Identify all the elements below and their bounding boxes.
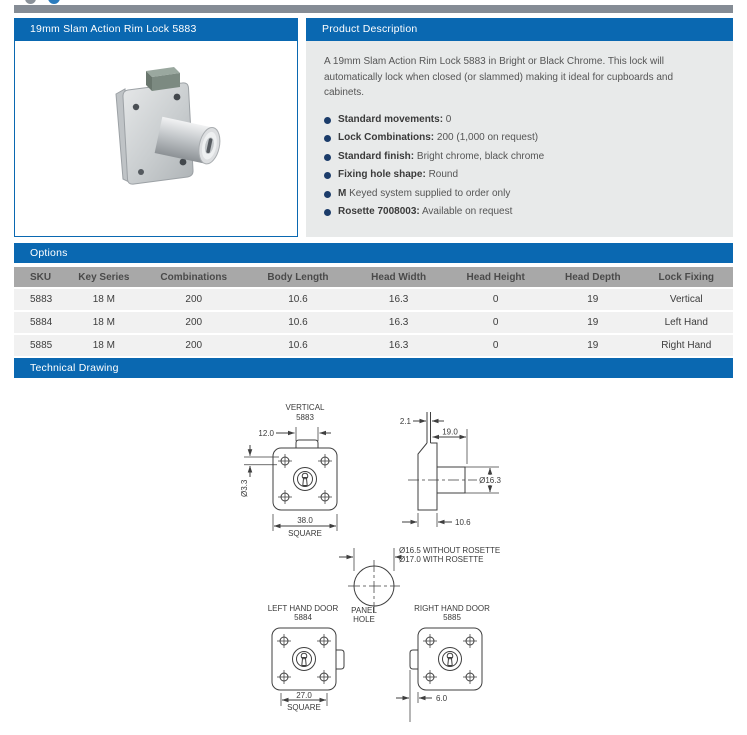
options-table (14, 265, 733, 358)
right-hand-door-view (396, 604, 490, 722)
top-divider-bar (14, 5, 733, 13)
spec-item: Lock Combinations: 200 (1,000 on request) (324, 129, 715, 148)
table-row (14, 335, 733, 356)
latch-right (336, 650, 344, 669)
description-panel (306, 18, 733, 237)
svg-text:38.0: 38.0 (297, 516, 313, 525)
svg-text:5883: 5883 (296, 413, 314, 422)
svg-text:LEFT HAND DOOR: LEFT HAND DOOR (267, 604, 339, 613)
cell-sku: 5884 (14, 312, 64, 333)
cell: 200 (143, 289, 244, 310)
bullet-icon (324, 191, 331, 198)
svg-text:Ø17.0 WITH ROSETTE: Ø17.0 WITH ROSETTE (399, 555, 484, 564)
screw-hole (138, 169, 144, 175)
dim-10-6 (402, 513, 471, 527)
cell: 10.6 (244, 335, 352, 356)
description-panel-header (306, 18, 733, 41)
lock-photo-illustration (116, 67, 223, 184)
description-title: Product Description (322, 23, 418, 35)
cell: 16.3 (352, 335, 445, 356)
cell: 0 (445, 335, 546, 356)
spec-item: Standard movements: 0 (324, 111, 715, 130)
dim-38 (273, 514, 337, 538)
svg-text:5885: 5885 (443, 613, 461, 622)
cell: 0 (445, 312, 546, 333)
top-panels-row (14, 18, 733, 237)
svg-text:27.0: 27.0 (296, 691, 312, 700)
screw-hole (174, 93, 181, 100)
cell: 19 (546, 335, 639, 356)
options-title: Options (30, 247, 68, 259)
side-view (400, 412, 502, 527)
cell: 19 (546, 289, 639, 310)
table-row (14, 289, 733, 310)
cell: 18 M (64, 335, 143, 356)
dim-19 (433, 428, 468, 465)
column-header-lock-fixing: Lock Fixing (640, 267, 734, 287)
column-header-sku: SKU (14, 267, 64, 287)
svg-text:Ø3.3: Ø3.3 (240, 479, 249, 497)
technical-section-header (14, 358, 733, 378)
svg-text:Ø16.5 WITHOUT ROSETTE: Ø16.5 WITHOUT ROSETTE (399, 546, 501, 555)
svg-text:HOLE: HOLE (353, 615, 375, 624)
spec-item: Fixing hole shape: Round (324, 166, 715, 185)
cylinder-face (439, 648, 462, 671)
cell: 18 M (64, 312, 143, 333)
dim-2-1 (400, 417, 444, 426)
product-panel-header (14, 18, 298, 41)
latch-plate-lines (427, 412, 431, 443)
cell: 16.3 (352, 312, 445, 333)
options-section-header (14, 243, 733, 263)
column-header-key-series: Key Series (64, 267, 143, 287)
dim-27 (281, 691, 327, 712)
description-paragraph: A 19mm Slam Action Rim Lock 5883 in Bright or Black Chrome. This lock will automatically lock when closed (or slammed) making it ideal for cupboards and cabinets. (324, 56, 674, 98)
svg-text:SQUARE: SQUARE (287, 703, 321, 712)
cell: Left Hand (640, 312, 734, 333)
left-hand-door-view (268, 604, 344, 712)
bullet-icon (324, 117, 331, 124)
cell: Right Hand (640, 335, 734, 356)
social-icon[interactable] (48, 0, 60, 4)
svg-text:6.0: 6.0 (436, 694, 448, 703)
bullet-icon (324, 209, 331, 216)
cell: Vertical (640, 289, 734, 310)
bullet-icon (324, 154, 331, 161)
column-header-combinations: Combinations (143, 267, 244, 287)
table-row (14, 312, 733, 333)
cell: 19 (546, 312, 639, 333)
share-icon[interactable] (25, 0, 36, 4)
spec-item: Rosette 7008003: Available on request (324, 203, 715, 222)
cell: 200 (143, 335, 244, 356)
bullet-icon (324, 172, 331, 179)
svg-text:VERTICAL: VERTICAL (285, 403, 325, 412)
cell: 10.6 (244, 289, 352, 310)
table-header-row (14, 267, 733, 287)
page-title: 19mm Slam Action Rim Lock 5883 (30, 23, 197, 35)
svg-text:Ø16.3: Ø16.3 (479, 476, 501, 485)
column-header-head-height: Head Height (445, 267, 546, 287)
technical-drawing (0, 378, 747, 730)
dim-6 (396, 670, 448, 722)
cell: 18 M (64, 289, 143, 310)
dim-12 (258, 427, 331, 441)
spec-item: M Keyed system supplied to order only (324, 185, 715, 204)
description-body (306, 41, 733, 237)
product-panel (14, 18, 298, 237)
cell: 16.3 (352, 289, 445, 310)
front-view-vertical (240, 403, 337, 538)
product-image-container (15, 41, 297, 236)
product-photo (46, 50, 266, 228)
svg-text:5884: 5884 (294, 613, 312, 622)
svg-text:12.0: 12.0 (258, 429, 274, 438)
latch-left (410, 650, 418, 669)
technical-title: Technical Drawing (30, 362, 119, 374)
spec-list (324, 111, 715, 222)
cell: 0 (445, 289, 546, 310)
screw-hole (180, 158, 187, 165)
svg-text:PANEL: PANEL (351, 606, 377, 615)
column-header-body-length: Body Length (244, 267, 352, 287)
svg-text:10.6: 10.6 (455, 518, 471, 527)
latch-tab-outline (296, 440, 318, 448)
column-header-head-width: Head Width (352, 267, 445, 287)
bullet-icon (324, 135, 331, 142)
screw-hole (133, 103, 139, 109)
svg-text:19.0: 19.0 (442, 427, 458, 437)
spec-item: Standard finish: Bright chrome, black chrome (324, 148, 715, 167)
cylinder-face (294, 468, 317, 491)
svg-text:SQUARE: SQUARE (288, 529, 322, 538)
cell: 200 (143, 312, 244, 333)
cell-sku: 5883 (14, 289, 64, 310)
cylinder-face (293, 648, 316, 671)
cell-sku: 5885 (14, 335, 64, 356)
technical-drawing-container (0, 378, 747, 730)
svg-text:RIGHT HAND DOOR: RIGHT HAND DOOR (414, 604, 490, 613)
svg-text:2.1: 2.1 (399, 417, 411, 426)
cell: 10.6 (244, 312, 352, 333)
side-body-outline (418, 443, 437, 510)
lock-latch (146, 67, 180, 91)
column-header-head-depth: Head Depth (546, 267, 639, 287)
